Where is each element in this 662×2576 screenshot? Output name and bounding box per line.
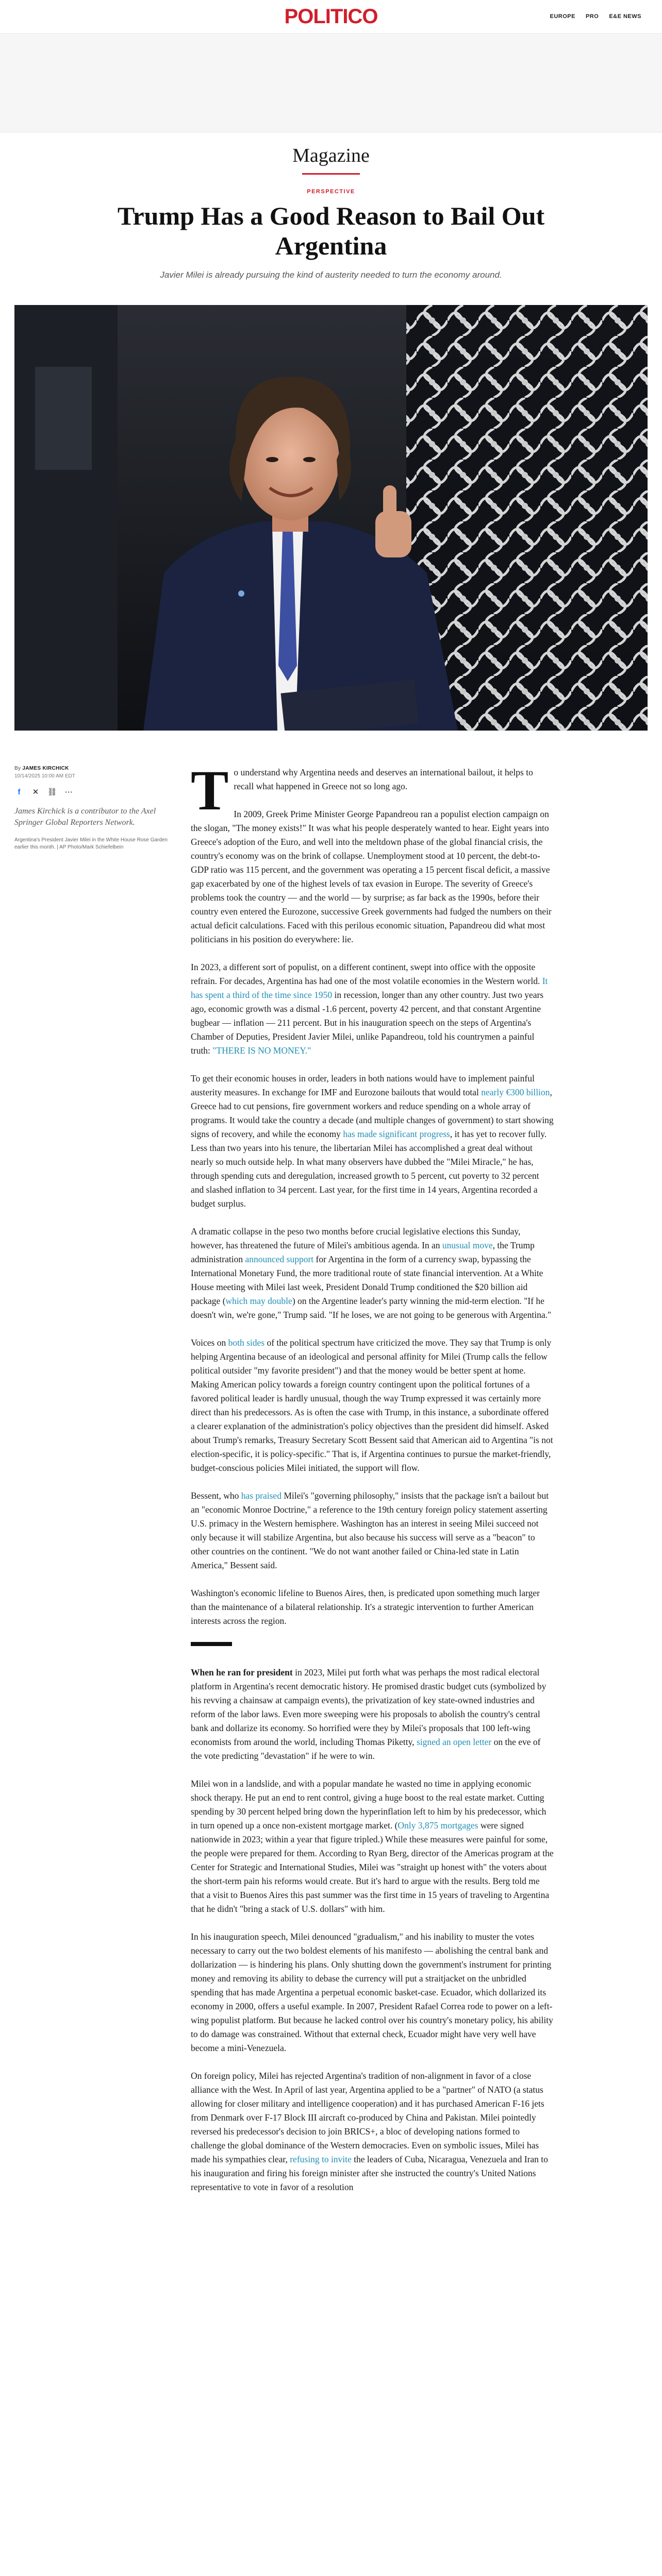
hero-illustration bbox=[14, 305, 648, 731]
text: In 2023, a different sort of populist, on a different continent, swept into office with the opposite refrain. For decades, Argentina has had one of the most volatile economies in the Western world. bbox=[191, 962, 540, 986]
text: in 2023, Milei put forth what was perhaps the most radical electoral platform in Argentina's recent democratic history. He promised drastic budget cuts (symbolized by his revving a chainsaw at campaign events), the privatization of key state-owned industries and reform of the labor laws. Even more sweeping were his proposals to abolish the country's central bank and dollarize its economy. So horrified were they by Milei's proposals that 100 left-wing economists from around the world, including Thomas Piketty, bbox=[191, 1667, 547, 1747]
paragraph-9 bbox=[191, 1666, 554, 1763]
paragraph-7 bbox=[191, 1489, 554, 1572]
drop-cap: T bbox=[191, 759, 229, 822]
inline-link[interactable]: which may double bbox=[225, 1296, 292, 1306]
inline-link[interactable]: nearly €300 billion bbox=[481, 1087, 550, 1097]
paragraph-3 bbox=[191, 960, 554, 1058]
text: Milei won in a landslide, and with a popular mandate he wasted no time in applying economic shock therapy. He put an end to rent control, giving a huge boost to the real estate market. Cutting spending by 30 percent helped bring down the hyperinflation left to him by his predecessor, which in turn opened up a once non-existent mortgage market. ( bbox=[191, 1778, 547, 1831]
text: Voices on bbox=[191, 1337, 226, 1348]
nav-europe[interactable]: EUROPE bbox=[550, 13, 575, 20]
hero-image bbox=[14, 305, 648, 731]
inline-link[interactable]: has praised bbox=[241, 1490, 282, 1501]
text: Milei's "governing philosophy," insists that the package isn't a bailout but an "economic Monroe Doctrine," a reference to the 19th century foreign policy statement asserting U.S. primacy in the Western hemisphere. Washington has an interest in seeing Milei succeed not only because it will stabilize Argentina, but also because his success will serve as a "beacon" to other countries on the continent. "We do not want another failed or China-led state in Latin America," Bessent said. bbox=[191, 1490, 549, 1570]
politico-logo[interactable]: POLITICO bbox=[284, 5, 378, 28]
text: ) on the Argentine leader's party winning the mid-term election. "If he doesn't win, we're gone," Trump said. "If he loses, we are not going to be generous with Argentina." bbox=[191, 1296, 552, 1320]
byline bbox=[14, 766, 169, 771]
link-icon[interactable]: ⛓ bbox=[47, 788, 57, 796]
byline-prefix: By bbox=[14, 766, 21, 771]
inline-link[interactable]: Only 3,875 mortgages bbox=[398, 1820, 478, 1831]
text: , the Trump administration bbox=[191, 1240, 535, 1264]
paragraph-10 bbox=[191, 1777, 554, 1916]
ad-slot bbox=[0, 35, 662, 132]
inline-link[interactable]: has made significant progress bbox=[343, 1129, 450, 1139]
facebook-icon[interactable]: f bbox=[18, 787, 21, 796]
inline-link[interactable]: both sides bbox=[228, 1337, 265, 1348]
text: To get their economic houses in order, leaders in both nations would have to implement painful austerity measures. In exchange for IMF and Eurozone bailouts that would total bbox=[191, 1073, 535, 1097]
inline-link[interactable]: "THERE IS NO MONEY." bbox=[212, 1045, 311, 1056]
text: in recession, longer than any other country. Just two years ago, economic growth was a dismal -1.6 percent, poverty 42 percent, and that constant Argentine bugbear — inflation — 211 percent. But in his inauguration speech on the steps of Argentina's Chamber of Deputies, President Javier Milei, unlike Papandreou, told his countrymen a painful truth: bbox=[191, 990, 544, 1056]
text: on the eve of the vote predicting "devastation" if he were to win. bbox=[191, 1737, 541, 1761]
paragraph-6 bbox=[191, 1336, 554, 1475]
x-icon[interactable]: ✕ bbox=[32, 788, 39, 796]
text: of the political spectrum have criticized the move. They say that Trump is only helping Argentina because of an ideological and personal affinity for Milei (Trump calls the fellow political outsider "my favorite president") and that the money would be better spent at home. Making American policy towards a foreign country contingent upon the political fortunes of a favored political leader is hardly unusual, though the way Trump expressed it was certainly more direct than his predecessors. As is often the case with Trump, in this instance, a subordinate offered a clearer explanation of the administration's policy objectives than the president did himself. Asked about Trump's remarks, Treasury Secretary Scott Bessent said that American aid to Argentina "is not election-specific, it is policy-specific." That is, if Argentina continues to pursue the market-friendly, budget-conscious policies Milei initiated, the support will flow. bbox=[191, 1337, 553, 1473]
text: Bessent, who bbox=[191, 1490, 239, 1501]
inline-link[interactable]: It has spent a third of the time since 1950 bbox=[191, 976, 548, 1000]
paragraph-5 bbox=[191, 1225, 554, 1322]
paragraph-1 bbox=[191, 759, 554, 822]
paragraph-12 bbox=[191, 2069, 554, 2194]
headline: Trump Has a Good Reason to Bail Out Argentina bbox=[117, 201, 545, 260]
paragraph-2: In 2009, Greek Prime Minister George Papandreou ran a populist election campaign on the slogan, "The money exists!" It was what his people desperately wanted to hear. Eight years into Greece's adoption of the Euro, and well into the meltdown phase of the global financial crisis, the country's economy was on the brink of collapse. Unemployment stood at 10 percent, the debt-to-GDP ratio was 115 percent, and the government was operating a 15 percent fiscal deficit, a massive gap exacerbated by one of the highest levels of tax evasion in Europe. The severity of Greece's problems took the country — and the world — by surprise; as far back as the 1990s, before their country even entered the Eurozone, successive Greek governments had fudged the numbers on their actual deficit calculations. Faced with this perilous economic situation, Papandreou did what most politicians in his position do everywhere: lie. bbox=[191, 809, 552, 944]
image-caption: Argentina's President Javier Milei in the White House Rose Garden earlier this month. | AP Photo/Mark Schiefelbein bbox=[14, 837, 168, 850]
nav-ee-news[interactable]: E&E NEWS bbox=[609, 13, 641, 20]
text: , it has yet to recover fully. Less than two years into his tenure, the libertarian Milei has accomplished a great deal without nearly so much outside help. In what many observers have dubbed the "Milei Miracle," he has, through spending cuts and deregulation, increased growth to 5 percent, cut poverty to 32 percent and slashed inflation to 34 percent. Last year, for the first time in 14 years, Argentina recorded a budget surplus. bbox=[191, 1129, 547, 1209]
text: On foreign policy, Milei has rejected Argentina's tradition of non-alignment in favor of a close alliance with the West. In April of last year, Argentina applied to be a "partner" of NATO (a status allowing for closer military and intelligence cooperation) and it has purchased American F-16 jets from Denmark over F-17 Block III aircraft co-produced by China and Pakistan. Milei pointedly reversed his predecessor's decision to join BRICS+, a bloc of developing nations formed to challenge the global dominance of the Western democracies. Even on symbolic issues, Milei has made his sympathies clear, bbox=[191, 2071, 544, 2164]
kicker[interactable]: PERSPECTIVE bbox=[307, 189, 355, 195]
section-lead: When he ran for president bbox=[191, 1667, 293, 1677]
inline-link[interactable]: refusing to invite bbox=[290, 2154, 352, 2164]
article-meta bbox=[14, 766, 169, 851]
text: A dramatic collapse in the peso two months before crucial legislative elections this Sunday, however, has threatened the future of Milei's ambitious agenda. In an bbox=[191, 1226, 521, 1250]
publish-date: 10/14/2025 10:00 AM EDT bbox=[14, 773, 75, 779]
share-row bbox=[14, 787, 169, 796]
more-icon[interactable]: ⋯ bbox=[64, 788, 73, 796]
paragraph-4 bbox=[191, 1072, 554, 1211]
text: , Greece had to cut pensions, fire government workers and reduce spending on a whole array of programs. It would take the country a decade (and multiple changes of government) to start showing signs of recovery, and while the economy bbox=[191, 1087, 554, 1139]
text: the leaders of Cuba, Nicaragua, Venezuela and Iran to his inauguration and firing his foreign minister after she instructed the country's United Nations representative to vote in favor of a resolution bbox=[191, 2154, 548, 2192]
inline-link[interactable]: signed an open letter bbox=[416, 1737, 492, 1747]
nav-pro[interactable]: PRO bbox=[585, 13, 599, 20]
author-link[interactable]: JAMES KIRCHICK bbox=[22, 766, 69, 771]
section-break bbox=[191, 1642, 232, 1646]
inline-link[interactable]: unusual move bbox=[442, 1240, 493, 1250]
paragraph-11: In his inauguration speech, Milei denounced "gradualism," and his inability to muster the votes necessary to carry out the two boldest elements of his manifesto — abolishing the central bank and dollarization — is hindering his plans. Only shutting down the government's instrument for printing money and removing its ability to debase the currency will put a straitjacket on the unbridled spending that has made Argentina a perpetual economic basket-case. Ecuador, which dollarized its economy in 2000, offers a useful example. In 2007, President Rafael Correa rode to power on a left-wing populist platform. But because he lacked control over his country's monetary policy, his ability to do damage was constrained. Without that external check, Ecuador might have very well have become a mini-Venezuela. bbox=[191, 1931, 553, 2053]
author-bio: James Kirchick is a contributor to the Axel Springer Global Reporters Network. bbox=[14, 807, 156, 827]
inline-link[interactable]: announced support bbox=[245, 1254, 314, 1264]
paragraph-8: Washington's economic lifeline to Buenos Aires, then, is predicated upon something much larger than the maintenance of a bilateral relationship. It's a strategic intervention to further American interests across the region. bbox=[191, 1588, 540, 1626]
section-label[interactable]: Magazine bbox=[292, 145, 370, 166]
text: for Argentina in the form of a currency swap, bypassing the International Monetary Fund, the more traditional route of state financial intervention. At a White House meeting with Milei last week, President Donald Trump conditioned the $20 billion aid package ( bbox=[191, 1254, 543, 1306]
site-header bbox=[0, 0, 662, 34]
article-body bbox=[191, 759, 554, 2208]
paragraph-1-text: o understand why Argentina needs and deserves an international bailout, it helps to recall what happened in Greece not so long ago. bbox=[234, 767, 533, 791]
section-rule bbox=[302, 173, 360, 175]
header-nav bbox=[550, 13, 642, 20]
dek: Javier Milei is already pursuing the kind of austerity needed to turn the economy around. bbox=[160, 270, 502, 280]
text: were signed nationwide in 2023; within a year that figure tripled.) While these measures were painful for some, the people were prepared for them. According to Ryan Berg, director of the Americas program at the Center for Strategic and International Studies, Milei was "straight up honest with" the voters about the short-term pain his reforms would create. But it's hard to argue with the results. Berg told me that a visit to Buenos Aires this past summer was the first time in 15 years of traveling to Argentina that he didn't "bring a stack of U.S. dollars" with him. bbox=[191, 1820, 554, 1914]
